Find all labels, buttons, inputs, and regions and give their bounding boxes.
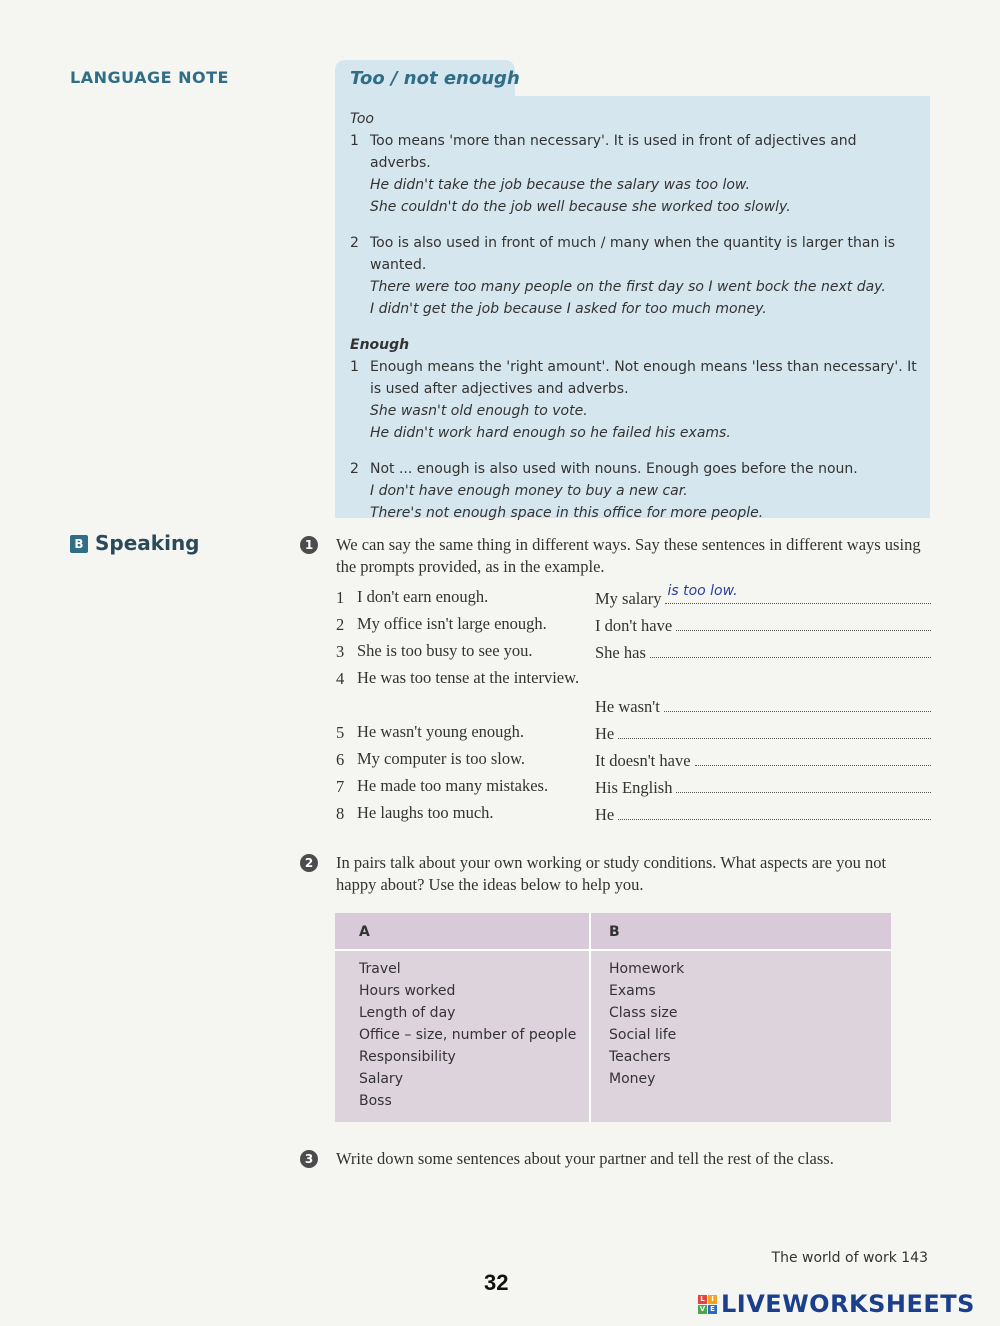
source-sentence: My computer is too slow.	[357, 749, 526, 768]
table-cell: Travel	[359, 961, 401, 977]
logo-tile: I	[708, 1295, 717, 1304]
item-number: 4	[336, 669, 345, 688]
note-title: Too / not enough	[350, 68, 520, 89]
enough-items	[350, 356, 920, 524]
prompt-text: He wasn't	[595, 697, 660, 716]
logo-tile: E	[708, 1305, 717, 1314]
table-cell: Responsibility	[359, 1049, 456, 1065]
exercise-3-instruction: Write down some sentences about your partner and tell the rest of the class.	[336, 1149, 834, 1168]
note-content	[350, 108, 920, 524]
rule-number: 2	[350, 235, 359, 251]
column-b-header: B	[609, 924, 620, 940]
source-sentence: He made too many mistakes.	[357, 776, 549, 795]
ideas-table-divider	[589, 913, 591, 1122]
rule-text: Too means 'more than necessary'. It is used in front of adjectives and adverbs.	[370, 133, 857, 171]
column-b	[609, 958, 684, 1090]
prompt-line	[595, 805, 931, 825]
ideas-table	[335, 913, 891, 1122]
table-cell: Hours worked	[359, 983, 456, 999]
example-sentence: There's not enough space in this office for more people.	[370, 505, 764, 521]
brand-text: LIVEWORKSHEETS	[721, 1290, 975, 1318]
answer-field[interactable]	[650, 643, 931, 658]
liveworksheets-brand[interactable]	[698, 1290, 975, 1318]
source-sentence: She is too busy to see you.	[357, 641, 533, 660]
prompt-text: He	[595, 805, 615, 824]
source-sentence: My office isn't large enough.	[357, 614, 547, 633]
exercise-row	[336, 748, 931, 775]
prompt-line	[595, 583, 931, 609]
exercise-3-number: 3	[300, 1150, 318, 1168]
enough-rule-1	[350, 356, 920, 444]
table-cell: Length of day	[359, 1005, 456, 1021]
exercise-1-instruction: We can say the same thing in different ways. Say these sentences in different ways using the prompts provided, as in the example.	[336, 535, 921, 576]
exercise-1-list	[336, 583, 931, 829]
rule-text: Enough means the 'right amount'. Not enough means 'less than necessary'. It is used after adjectives and adverbs.	[370, 359, 917, 397]
logo-tile: V	[699, 1304, 706, 1313]
table-cell: Exams	[609, 983, 656, 999]
source-sentence: He laughs too much.	[357, 803, 494, 822]
prompt-text: His English	[595, 778, 673, 797]
rule-text: Not ... enough is also used with nouns. Enough goes before the noun.	[370, 461, 858, 477]
enough-rule-2	[350, 458, 920, 524]
exercise-row	[336, 640, 931, 667]
prompt-line	[595, 643, 931, 663]
liveworksheets-logo-icon	[698, 1295, 717, 1314]
enough-heading: Enough	[350, 337, 410, 353]
exercise-row	[336, 667, 931, 721]
answer-field[interactable]	[665, 583, 931, 604]
item-number: 5	[336, 723, 345, 742]
prompt-text: I don't have	[595, 616, 673, 635]
answer-field[interactable]	[664, 697, 931, 712]
table-cell: Class size	[609, 1005, 678, 1021]
prompt-text: My salary	[595, 589, 662, 608]
prompt-line	[595, 616, 931, 636]
rule-number: 1	[350, 359, 359, 375]
too-heading: Too	[350, 111, 374, 127]
source-sentence: He wasn't young enough.	[357, 722, 525, 741]
too-items	[350, 130, 920, 320]
prompt-line	[595, 697, 931, 717]
column-a-header: A	[359, 924, 370, 940]
answer-field[interactable]	[695, 751, 931, 766]
too-rule-2	[350, 232, 920, 320]
item-number: 2	[336, 615, 345, 634]
exercise-2-number: 2	[300, 854, 318, 872]
page-number: 32	[484, 1270, 509, 1295]
source-sentence: He was too tense at the interview.	[357, 668, 580, 687]
rule-text: Too is also used in front of much / many when the quantity is larger than is wanted.	[370, 235, 895, 273]
table-cell: Salary	[359, 1071, 403, 1087]
rule-number: 2	[350, 461, 359, 477]
exercise-2-instruction: In pairs talk about your own working or study conditions. What aspects are you not happy about? Use the ideas below to help you.	[336, 853, 887, 894]
prompt-text: He	[595, 724, 615, 743]
exercise-row	[336, 613, 931, 640]
item-number: 8	[336, 804, 345, 823]
example-sentence: He didn't work hard enough so he failed his exams.	[370, 425, 731, 441]
column-a	[359, 958, 576, 1112]
answer-field[interactable]	[676, 616, 931, 631]
example-sentence: She couldn't do the job well because she worked too slowly.	[370, 199, 791, 215]
example-sentence: She wasn't old enough to vote.	[370, 403, 588, 419]
rule-number: 1	[350, 133, 359, 149]
table-cell: Social life	[609, 1027, 677, 1043]
example-sentence: I didn't get the job because I asked for too much money.	[370, 301, 767, 317]
table-cell: Boss	[359, 1093, 392, 1109]
item-number: 3	[336, 642, 345, 661]
exercise-row	[336, 721, 931, 748]
language-note-label: LANGUAGE NOTE	[70, 68, 229, 87]
example-sentence: He didn't take the job because the salary was too low.	[370, 177, 750, 193]
logo-tile: L	[698, 1295, 707, 1304]
item-number: 6	[336, 750, 345, 769]
exercise-row	[336, 802, 931, 829]
table-cell: Teachers	[609, 1049, 671, 1065]
answer-field[interactable]	[676, 778, 931, 793]
running-footer: The world of work 143	[771, 1250, 928, 1266]
exercise-row	[336, 775, 931, 802]
table-cell: Money	[609, 1071, 656, 1087]
example-sentence: There were too many people on the first day so I went bock the next day.	[370, 279, 886, 295]
exercise-1-number: 1	[300, 536, 318, 554]
exercise-row	[336, 583, 931, 613]
table-cell: Homework	[609, 961, 685, 977]
section-title: Speaking	[95, 531, 200, 555]
too-rule-1	[350, 130, 920, 218]
source-sentence: I don't earn enough.	[357, 587, 489, 606]
prompt-text: It doesn't have	[595, 751, 691, 770]
prompt-line	[595, 724, 931, 744]
item-number: 1	[336, 588, 345, 607]
prompt-line	[595, 778, 931, 798]
table-cell: Office – size, number of people	[359, 1027, 577, 1043]
answer-field[interactable]	[618, 805, 931, 820]
prompt-text: She has	[595, 643, 646, 662]
prompt-line	[595, 751, 931, 771]
answer-field[interactable]	[618, 724, 931, 739]
example-sentence: I don't have enough money to buy a new car.	[370, 483, 688, 499]
answer-text: is too low.	[667, 583, 738, 599]
section-badge: B	[70, 535, 88, 553]
item-number: 7	[336, 777, 345, 796]
